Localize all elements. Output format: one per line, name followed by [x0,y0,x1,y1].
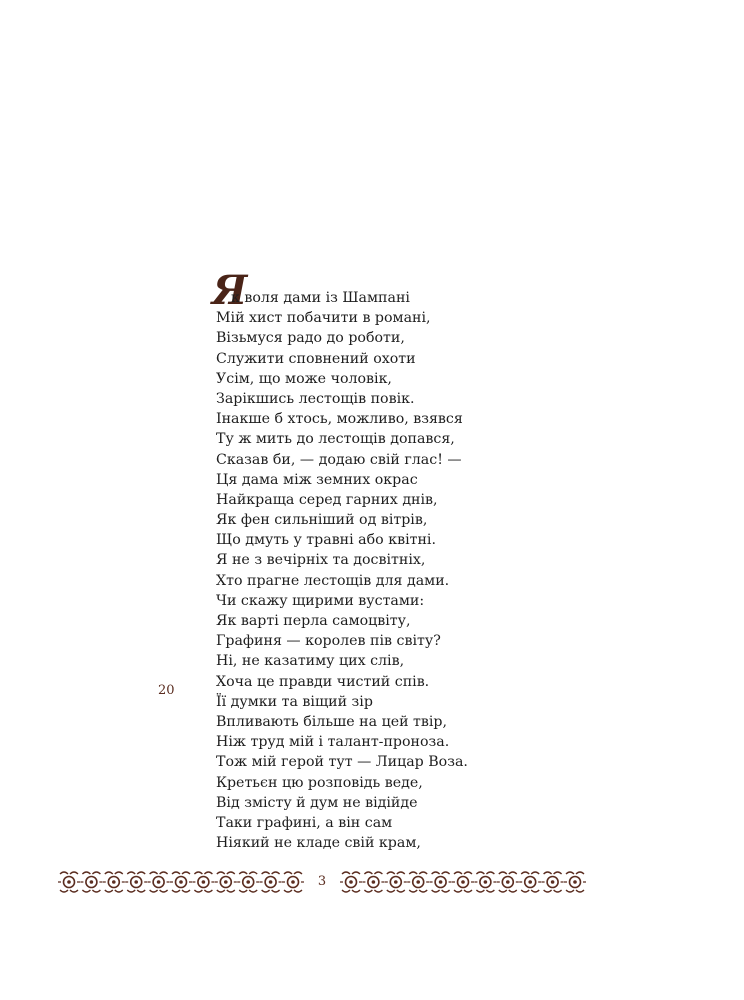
poem-line: Як фен сильніший од вітрів, [216,512,428,529]
poem-line: Сказав би, — додаю свій глас! — [216,451,462,468]
poem-line: Що дмуть у травні або квітні. [216,532,436,549]
poem-line: Я не з вечірніх та досвітніх, [216,552,426,569]
line-number: 20 [158,683,175,698]
poem-line: Як варті перла самоцвіту, [216,613,411,629]
poem-line: Тож мій герой тут — Лицар Воза. [216,754,468,771]
poem-line: Ні, не казатиму цих слів, [216,653,405,670]
poem-line: Ніж труд мій і талант-проноза. [216,734,450,751]
ornament-left-icon [58,868,305,896]
poem-line: Мій хист побачити в романі, [216,310,431,327]
poem-line: Найкраща серед гарних днів, [216,491,438,508]
poem-line: Графиня — королев пів світу? [216,633,441,650]
poem-line: Таки графині, а він сам [216,814,393,831]
poem-line: Кретьєн цю розповідь веде, [216,774,423,791]
ornament-right-icon [340,868,587,896]
poem-line: Ту ж мить до лестощів допався, [216,431,455,448]
poem-line: Усім, що може чоловік, [216,370,392,387]
poem-line: Хто прагне лестощів для дами. [216,572,450,589]
poem-line: Інакше б хтось, можливо, взявся [216,411,463,428]
poem-line: Її думки та віщий зір [216,693,373,710]
poem-line: Служити сповнений охоти [216,350,416,367]
dropcap: Я [212,267,248,314]
poem-line: Зарікшись лестощів повік. [216,390,415,407]
page-number: 3 [317,874,327,889]
poem-text [216,288,468,853]
poem-line: Від змісту й дум не відійде [216,794,418,811]
poem-line: Візьмуся радо до роботи, [216,330,405,347]
poem-line: Чи скажу щирими вустами: [216,592,425,609]
poem-line: Впливають більше на цей твір, [216,713,448,730]
poem-line: Ніякий не кладе свій крам, [216,835,421,852]
poem-line: Ця дама між земних окрас [216,471,418,488]
poem-line: к воля дами із Шампані [231,290,410,306]
poem-line: Хоча це правди чистий спів. [216,673,430,690]
